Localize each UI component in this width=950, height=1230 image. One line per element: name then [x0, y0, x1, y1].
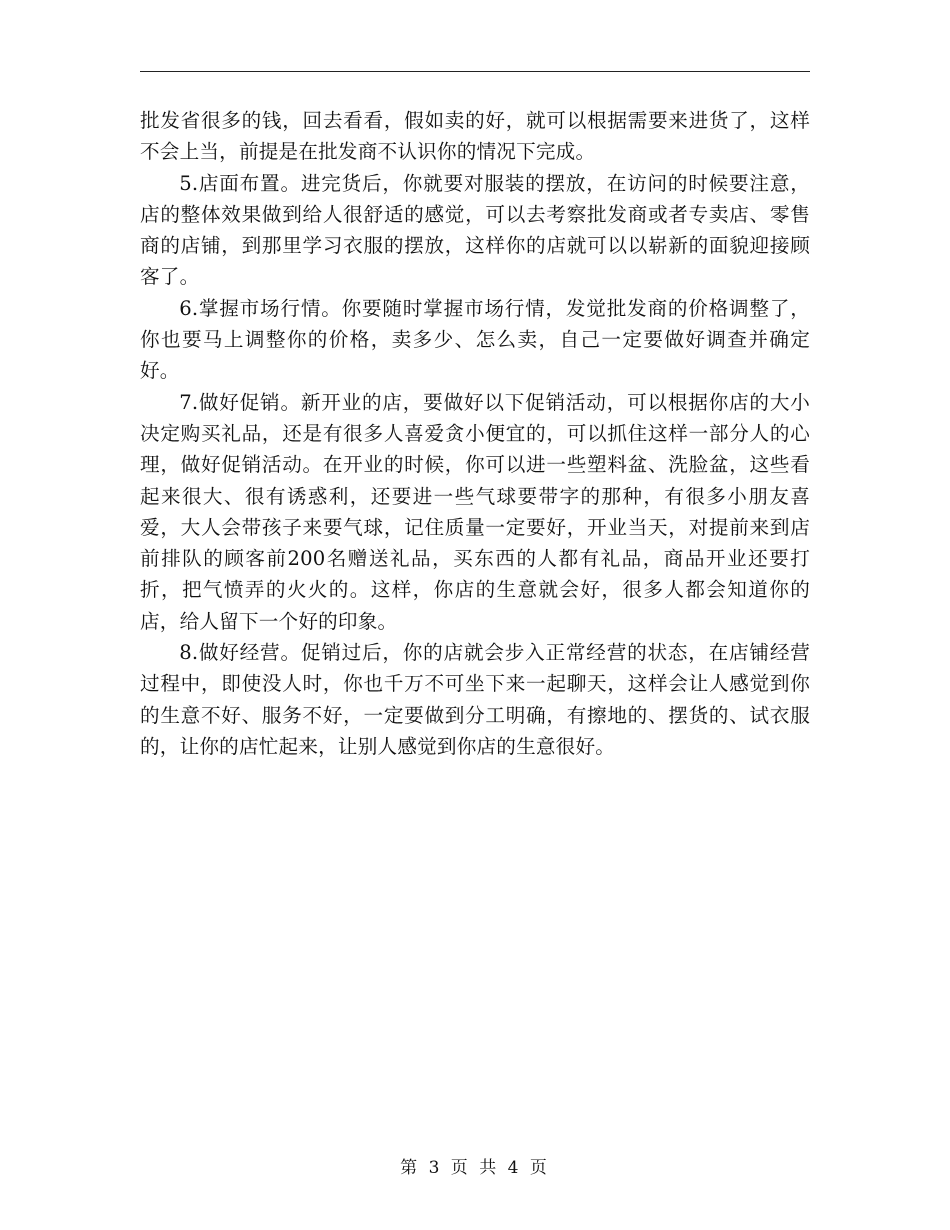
paragraph-market-trends: 6.掌握市场行情。你要随时掌握市场行情，发觉批发商的价格调整了，你也要马上调整你的价格，卖多少、怎么卖，自己一定要做好调查并确定好。	[140, 296, 810, 383]
paragraph-promotion: 7.做好促销。新开业的店，要做好以下促销活动，可以根据你店的大小决定购买礼品，还是有很多人喜爱贪小便宜的，可以抓住这样一部分人的心理，做好促销活动。在开业的时候，你可以进一些塑料盆、洗脸盆，这些看起来很大、很有诱惑利，还要进一些气球要带字的那种，有很多小朋友喜爱，大人会带孩子来要气球，记住质量一定要好，开业当天，对提前来到店前排队的顾客前200名赠送礼品，买东西的人都有礼品，商品开业还要打折，把气愤弄的火火的。这样，你店的生意就会好，很多人都会知道你的店，给人留下一个好的印象。	[140, 390, 810, 633]
paragraph-continuation: 批发省很多的钱，回去看看，假如卖的好，就可以根据需要来进货了，这样不会上当，前提是在批发商不认识你的情况下完成。	[140, 109, 810, 164]
document-body	[140, 105, 810, 762]
header-rule	[140, 71, 810, 72]
paragraph-operation: 8.做好经营。促销过后，你的店就会步入正常经营的状态，在店铺经营过程中，即使没人时，你也千万不可坐下来一起聊天，这样会让人感觉到你的生意不好、服务不好，一定要做到分工明确，有擦地的、摆货的、试衣服的，让你的店忙起来，让别人感觉到你店的生意很好。	[140, 641, 810, 758]
paragraph-store-layout: 5.店面布置。进完货后，你就要对服装的摆放，在访问的时候要注意，店的整体效果做到给人很舒适的感觉，可以去考察批发商或者专卖店、零售商的店铺，到那里学习衣服的摆放，这样你的店就可以以崭新的面貌迎接顾客了。	[140, 171, 810, 289]
page-number: 第 3 页 共 4 页	[400, 1158, 550, 1178]
